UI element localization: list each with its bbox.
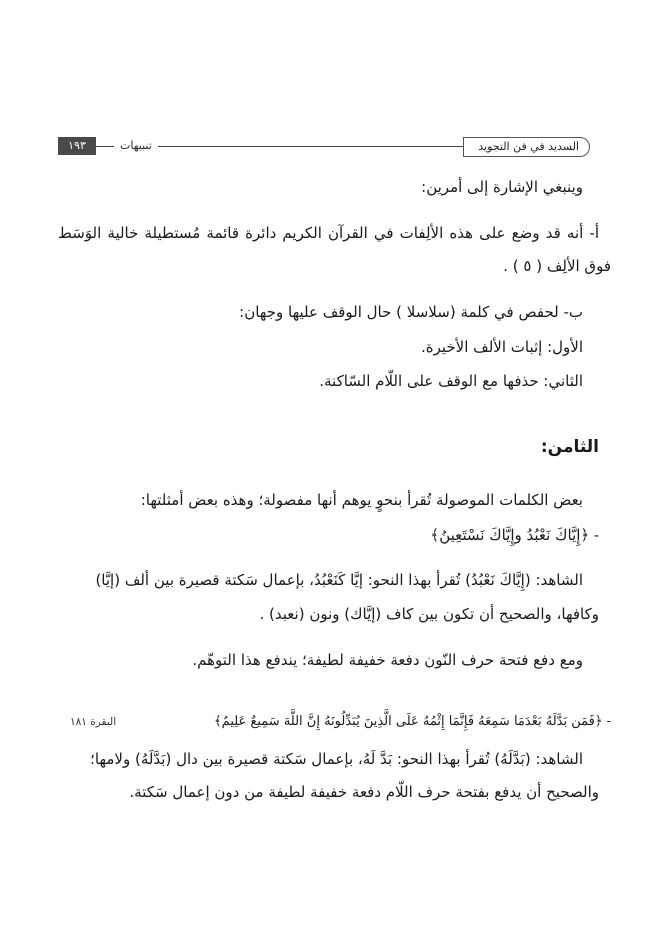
chapter-title: تنبيهات xyxy=(114,138,158,154)
option-first: الأول: إثبات الألف الأخيرة. xyxy=(420,338,583,356)
paragraph-note: ومع دفع فتحة حرف النّون دفعة خفيفة لطيفة؛ يندفع هذا التوهّم. xyxy=(192,651,583,669)
witness-2-line1: الشاهد: (بَدَّلَهُ) تُقرأ بهذا النحو: بَدَّ لَهُ، بإعمال سَكتة قصيرة بين دال (بَدَّلَهُ) ولامها؛ xyxy=(90,750,583,768)
verse-reference: البقرة ١٨١ xyxy=(70,716,117,728)
paragraph-b: ب- لحفص في كلمة (سلاسلا ) حال الوقف عليها وجهان: xyxy=(239,303,583,321)
witness-2-line2: والصحيح أن يدفع بفتحة حرف اللّام دفعة خفيفة لطيفة من دون إعمال سَكتة. xyxy=(129,783,599,801)
witness-1-line1: الشاهد: (إِيَّاكَ نَعْبُدُ) تُقرأ بهذا النحو: إيَّا كَنَعْبُدُ، بإعمال سَكتة قصيرة بين ألف (إيَّا) xyxy=(95,571,583,589)
paragraph-a-line1: أ- أنه قد وضع على هذه الألِفات في القرآن الكريم دائرة قائمة مُستطيلة خالية الوَسَط xyxy=(58,224,599,242)
verse-example-2-line xyxy=(70,710,611,732)
paragraph-intro: وينبغي الإشارة إلى أمرين: xyxy=(421,178,583,196)
book-title: السديد في فن التجويد xyxy=(463,137,590,157)
witness-1-line2: وكافها، والصحيح أن تكون بين كاف (إيَّاك) ونون (نعبد) . xyxy=(259,605,599,623)
section-heading: الثامن: xyxy=(540,437,599,457)
verse-example-2: - ﴿فَمَن بَدَّلَهُ بَعْدَمَا سَمِعَهُ فَإِنَّمَا إِثْمُهُ عَلَى الَّذِينَ يُبَدِّلُونَهُ إِنَّ اللَّهَ سَمِيعٌ عَلِيمٌ﴾ xyxy=(214,714,611,729)
verse-example-1: - ﴿إِيَّاكَ نَعْبُدُ وإِيَّاكَ نَسْتَعِينُ﴾ xyxy=(430,526,599,544)
running-header xyxy=(58,137,590,159)
option-second: الثاني: حذفها مع الوقف على اللّام السّاكنة. xyxy=(319,372,583,390)
paragraph-a-line2: فوق الألِف ( ٥ ) . xyxy=(503,257,611,275)
paragraph-examples: بعض الكلمات الموصولة تُقرأ بنحوٍ يوهم أنها مفصولة؛ وهذه بعض أمثلتها: xyxy=(140,491,583,509)
page-number: ١٩٣ xyxy=(58,137,96,155)
